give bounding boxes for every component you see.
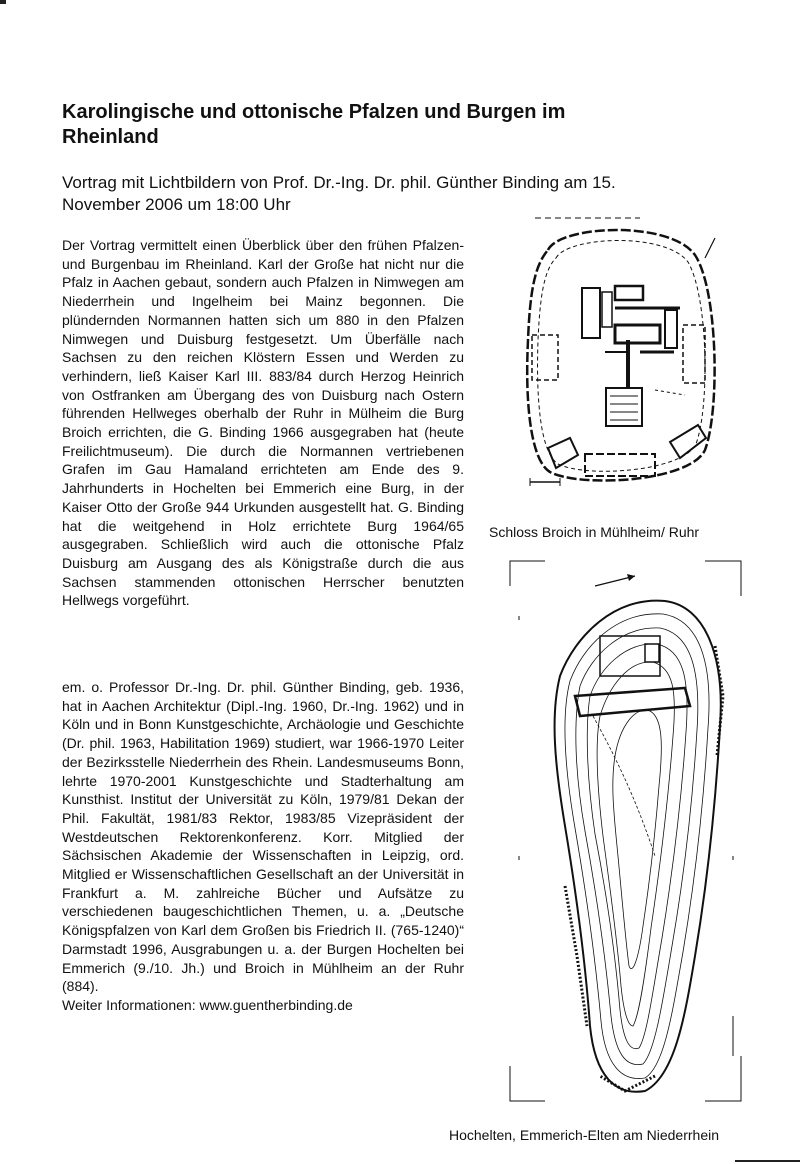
page-title: Karolingische und ottonische Pfalzen und Burgen im Rheinland [62,101,566,148]
plan-caption: Schloss Broich in Mühlheim/ Ruhr [489,524,700,540]
scan-corner-mark [0,0,6,4]
bio-block [62,678,464,1015]
bio-paragraph: em. o. Professor Dr.-Ing. Dr. phil. Günther Binding, geb. 1936, hat in Aachen Architektur (Dipl.-Ing. 1960, Dr.-Ing. 1962) und in Köln und in Bonn Kunstgeschichte, Archäologie und Geschichte (Dr. phil. 1963, Habilitation 1969) studiert, war 1966-1970 Leiter der Bezirksstelle Niederrhein des Rhein. Landesmuseums Bonn, lehrte 1970-2001 Kunstgeschichte und Stadterhaltung am Kunsthist. Institut der Universität zu Köln, 1979/81 Dekan der Phil. Fakultät, 1981/83 Rektor, 1983/85 Vizepräsident der Westdeutschen Rektorenkonferenz. Korr. Mitglied der Sächsischen Akademie der Wissenschaften in Leipzig, ord. Mitglied er Wissenschaftlichen Gesellschaft an der Universität in Frankfurt a. M. zahlreiche Bücher und Aufsätze zu verschiedenen baugeschichtlichen Themen, u. a. „Deutsche Königspfalzen von Karl dem Großen bis Friedrich II. (765-1240)“ Darmstadt 1996, Ausgrabungen u. a. der Burgen Hochelten bei Emmerich (9./10. Jh.) und Broich in Mühlheim an der Ruhr (884). [62,679,464,995]
lecture-subtitle: Vortrag mit Lichtbildern von Prof. Dr.-Ing. Dr. phil. Günther Binding am 15. November 2006 um 18:00 Uhr [62,173,616,214]
more-info-line: Weiter Informationen: www.guentherbinding.de [62,996,353,1013]
scan-footer-mark [735,1160,800,1162]
castle-floor-plan-figure [520,210,725,492]
map-caption: Hochelten, Emmerich-Elten am Niederrhein [449,1127,719,1143]
intro-paragraph: Der Vortrag vermittelt einen Überblick über den frühen Pfalzen- und Burgenbau im Rheinland. Karl der Große hat nicht nur die Pfalz in Aachen gebaut, sondern auch Pfalzen in Nimwegen am Niederrhein und Ingelheim bei Mainz begonnen. Die plündernden Normannen hatten sich um 880 in den Pfalzen Nimwegen und Duisburg festgesetzt. Um Überfälle nach Sachsen zu den reichen Klöstern Essen und Werden zu verhindern, ließ Kaiser Karl III. 883/84 durch Herzog Heinrich von Ostfranken am Übergang des von Duisburg nach Ostern führenden Hellweges oberhalb der Ruhr in Mülheim die Burg Broich errichten, die G. Binding 1966 ausgegraben hat (heute Freilichtmuseum). Die durch die Normannen vertriebenen Grafen im Gau Hamaland errichteten am Ende des 9. Jahrhunderts in Hochelten bei Emmerich eine Burg, in der Kaiser Otto der Große 944 Urkunden ausgestellt hat. G. Binding hat die weitgehend in Holz errichtete Burg 1964/65 ausgegraben. Schließlich wird auch die ottonische Pfalz Duisburg am Ausgang des als Königstraße durch die aus Sachsen stammenden ottonischen Herrscher benutzten Hellwegs vorgeführt. [62,237,464,609]
excavation-map-figure [505,556,747,1106]
